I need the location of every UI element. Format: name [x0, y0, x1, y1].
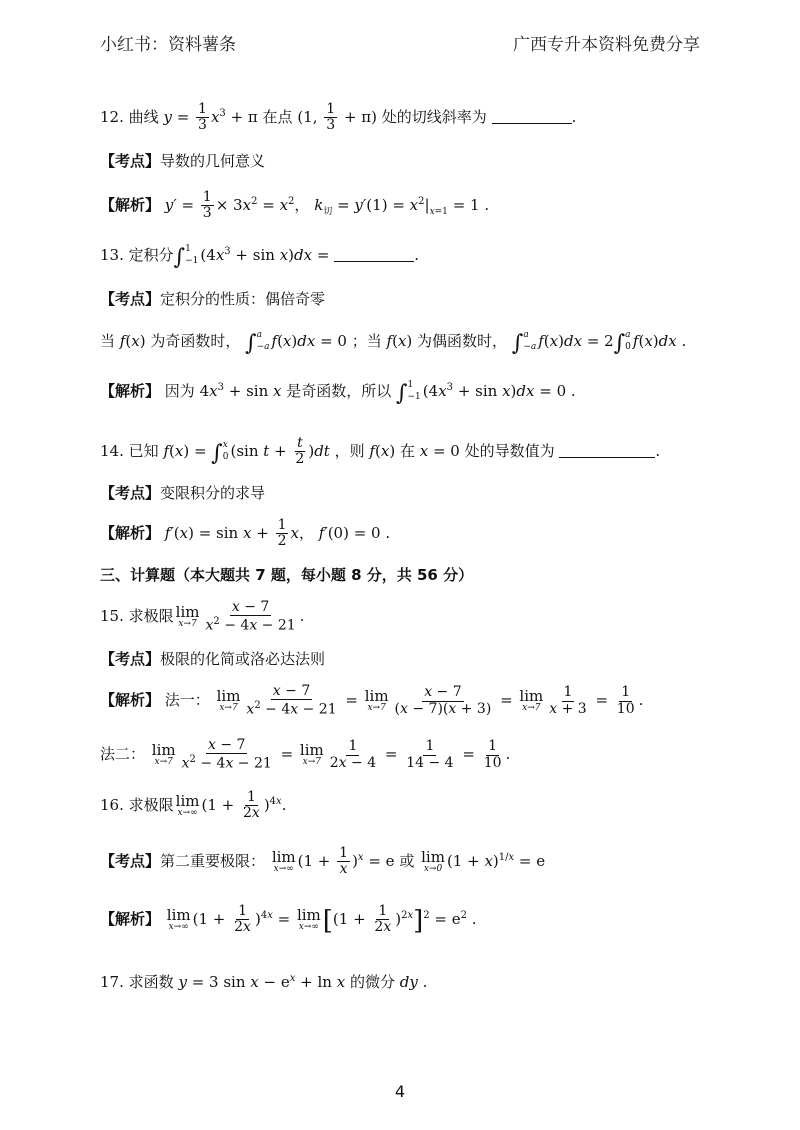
question-15: 15. 求极限 lim x→7 $\frac{x - 7}{x^2 - 4x - 21}$ .	[100, 599, 305, 635]
q13-jiexi: 【解析】 因为 $4x^3 + \sin x$ 是奇函数，所以 ∫ 1 −1 $(4x^3 + \sin x)dx = 0$ .	[100, 380, 576, 406]
q16-jiexi: 【解析】 lim x→∞ (1 + $\frac{1}{2x}$ )$^{4x}$ = lim x→∞ [(1 + $\frac{1}{2x}$ )$^{2x}]^2 = e^2$ .	[100, 903, 477, 936]
q12-text3: 处的切线斜率为	[381, 107, 487, 126]
section-3-heading: 三、计算题（本大题共 7 题，每小题 8 分，共 56 分）	[100, 566, 474, 584]
q16-kaodian: 【考点】第二重要极限： lim x→∞ (1 + $\frac{1}{x}$ )$^x$ = e 或 lim x→0 $(1 + x)^{1/x} = e$	[100, 845, 546, 878]
q15-jiexi-method2: 法二： lim x→7 $\frac{x - 7}{x^2 - 4x - 21}$ = lim x→7 $\frac{1}{2x - 4}$ = $\frac{1}{14 - 4}$ = $\frac{1}{10}$ .	[100, 737, 511, 773]
q15-kaodian: 【考点】极限的化简或洛必达法则	[100, 650, 326, 668]
header-left: 小红书：资料薯条	[100, 35, 236, 55]
q13-kaodian: 【考点】定积分的性质：偶倍奇零	[100, 290, 326, 308]
q15-jiexi-method1: 【解析】 法一： lim x→7 $\frac{x - 7}{x^2 - 4x - 21}$ = lim x→7 $\frac{x - 7}{(x - 7)(x + 3)}$ = lim x→7 $\frac{1}{x + 3}$ = $\frac{1}{10}$ .	[100, 683, 644, 719]
answer-blank	[334, 247, 414, 262]
q12-jiexi: 【解析】 y′ = $\frac{1}{3}$ × $3x^2 = x^2$， $k_切 = y'(1) = x^2|_{x=1} = 1$ .	[100, 189, 490, 222]
q12-number: 12.	[100, 107, 124, 126]
question-17: 17. 求函数 y = 3 $\sin x - e^x + \ln x$ 的微分 dy .	[100, 973, 428, 991]
header-right: 广西专升本资料免费分享	[513, 35, 700, 55]
q14-kaodian: 【考点】变限积分的求导	[100, 484, 266, 502]
q13-rule: 当 f(x) 为奇函数时， ∫ a −a f(x)dx = 0 ；当 f(x) 为偶函数时， ∫ a −a f(x)dx = 2∫ a 0 f(x)dx .	[100, 330, 687, 356]
question-14: 14. 已知 f(x) = ∫ x 0 (sin t + $\frac{t}{2}$ )dt ，则 f(x) 在 x = 0 处的导数值为 .	[100, 435, 661, 468]
page-number: 4	[394, 1082, 406, 1101]
q12-kaodian: 【考点】导数的几何意义	[100, 152, 266, 170]
question-12: 12. 曲线 y = $\frac{1}{3}$ $x^3 + \pi$ 在点 (1, $\frac{1}{3}$ + π) 处的切线斜率为 .	[100, 101, 577, 134]
question-13: 13. 定积分∫ 1 −1 $(4x^3 + \sin x)dx$ = .	[100, 244, 419, 270]
q12-text1: 曲线	[128, 107, 159, 126]
question-16: 16. 求极限 lim x→∞ (1 + $\frac{1}{2x}$ )$^{4x}$.	[100, 789, 287, 822]
q12-text2: 在点	[262, 107, 293, 126]
answer-blank	[559, 443, 655, 458]
q14-jiexi: 【解析】 f′(x) = sin x + $\frac{1}{2}$ x， f′(0) = 0 .	[100, 517, 391, 550]
answer-blank	[492, 109, 572, 124]
